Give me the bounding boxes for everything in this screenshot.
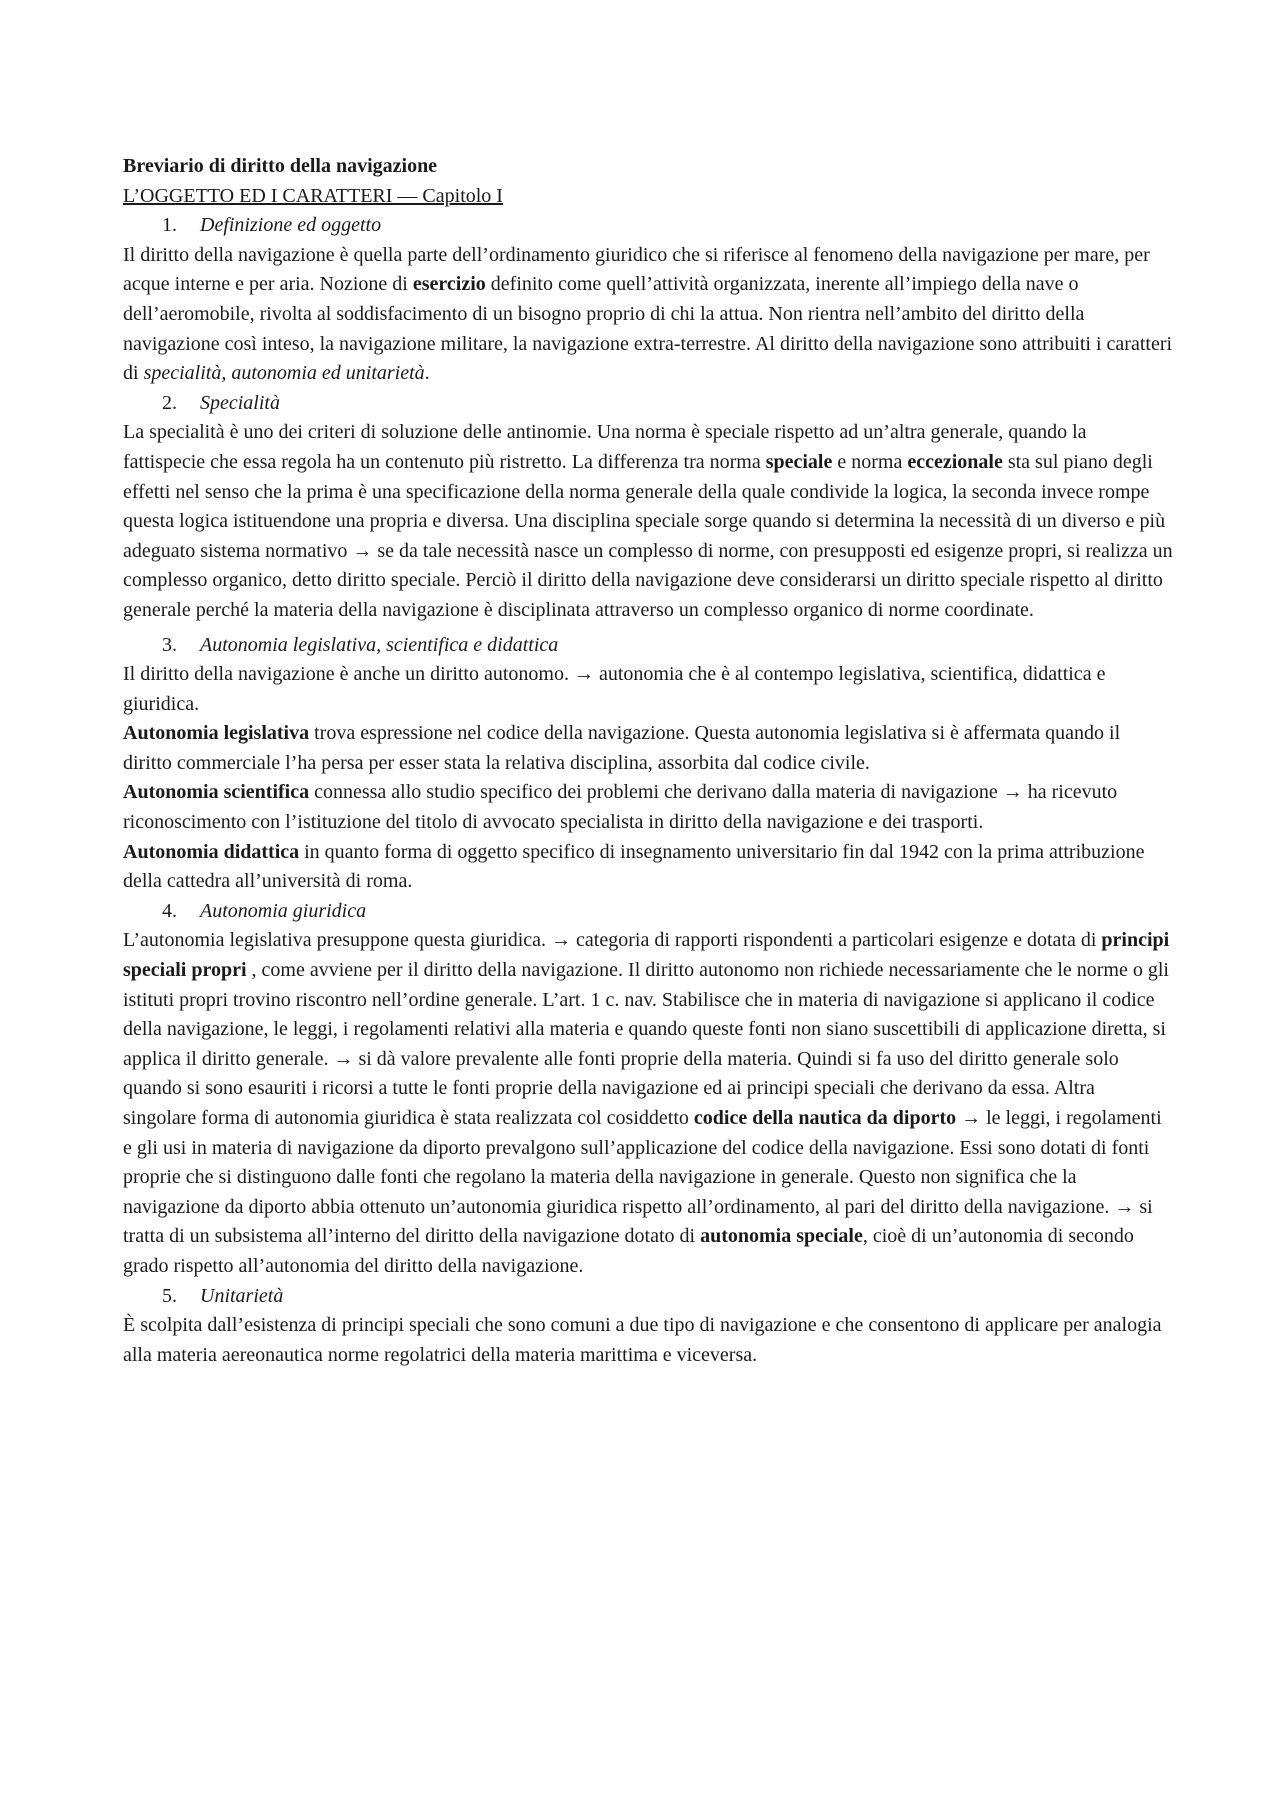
section-heading-2 [123, 389, 1173, 419]
paragraph: Autonomia legislativa trova espressione nel codice della navigazione. Questa autonomia legislativa si è affermata quando il diritto commerciale l’ha persa per esser stata la relativa disciplina, assorbita dal codice civile. [123, 722, 1121, 774]
document-subtitle: L’OGGETTO ED I CARATTERI — Capitolo I [123, 184, 503, 207]
section-heading-1 [123, 211, 1173, 241]
paragraph: È scolpita dall’esistenza di principi speciali che sono comuni a due tipo di navigazione e che consentono di applicare per analogia alla materia aereonautica norme regolatrici della materia marittima e viceversa. [123, 1314, 1162, 1366]
paragraph: Il diritto della navigazione è quella parte dell’ordinamento giuridico che si riferisce al fenomeno della navigazione per mare, per acque interne e per aria. Nozione di esercizio definito come quell’attività organizzata, inerente all’impiego della nave o dell’aeromobile, rivolta al soddisfacimento di un bisogno proprio di chi la attua. Non rientra nell’ambito del diritto della navigazione così inteso, la navigazione militare, la navigazione extra-terrestre. Al diritto della navigazione sono attribuiti i caratteri di specialità, autonomia ed unitarietà. [123, 243, 1173, 385]
section-heading-5 [123, 1282, 1173, 1312]
section-number: 1. [162, 214, 177, 237]
paragraph: Il diritto della navigazione è anche un diritto autonomo. → autonomia che è al contempo legislativa, scientifica, didattica e giuridica. [123, 663, 1106, 715]
section-number: 4. [162, 899, 177, 922]
section-title: Autonomia legislativa, scientifica e didattica [200, 633, 559, 656]
document-page [123, 152, 1173, 1370]
section-heading-3 [123, 631, 1173, 661]
paragraph: L’autonomia legislativa presuppone questa giuridica. → categoria di rapporti rispondenti a particolari esigenze e dotata di principi speciali propri , come avviene per il diritto della navigazione. Il diritto autonomo non richiede necessariamente che le norme o gli istituti propri trovino riscontro nell’ordine generale. L’art. 1 c. nav. Stabilisce che in materia di navigazione si applicano il codice della navigazione, le leggi, i regolamenti relativi alla materia e quando queste fonti non siano suscettibili di applicazione diretta, si applica il diritto generale. → si dà valore prevalente alle fonti proprie della materia. Quindi si fa uso del diritto generale solo quando si sono esauriti i ricorsi a tutte le fonti proprie della navigazione ed ai principi speciali che derivano da essa. Altra singolare forma di autonomia giuridica è stata realizzata col cosiddetto codice della nautica da diporto → le leggi, i regolamenti e gli usi in materia di navigazione da diporto prevalgono sull’applicazione del codice della navigazione. Essi sono dotati di fonti proprie che si distinguono dalle fonti che regolano la materia della navigazione in generale. Questo non significa che la navigazione da diporto abbia ottenuto un’autonomia giuridica rispetto all’ordinamento, al pari del diritto della navigazione. → si tratta di un subsistema all’interno del diritto della navigazione dotato di autonomia speciale, cioè di un’autonomia di secondo grado rispetto all’autonomia del diritto della navigazione. [123, 929, 1170, 1277]
section-heading-4 [123, 897, 1173, 927]
section-title: Autonomia giuridica [200, 899, 367, 922]
section-title: Definizione ed oggetto [200, 214, 382, 237]
paragraph: La specialità è uno dei criteri di soluzione delle antinomie. Una norma è speciale rispetto ad un’altra generale, quando la fattispecie che essa regola ha un contenuto più ristretto. La differenza tra norma speciale e norma eccezionale sta sul piano degli effetti nel senso che la prima è una specificazione della norma generale della quale condivide la logica, la seconda invece rompe questa logica istituendone una propria e diversa. Una disciplina speciale sorge quando si determina la necessità di un diverso e più adeguato sistema normativo → se da tale necessità nasce un complesso di norme, con presupposti ed esigenze propri, si realizza un complesso organico, detto diritto speciale. Perciò il diritto della navigazione deve considerarsi un diritto speciale rispetto al diritto generale perché la materia della navigazione è disciplinata attraverso un complesso organico di norme coordinate. [123, 421, 1173, 621]
section-title: Specialità [200, 391, 280, 414]
paragraph: Autonomia didattica in quanto forma di oggetto specifico di insegnamento universitario fin dal 1942 con la prima attribuzione della cattedra all’università di roma. [123, 840, 1145, 893]
section-title: Unitarietà [200, 1284, 284, 1307]
paragraph: Autonomia scientifica connessa allo studio specifico dei problemi che derivano dalla materia di navigazione → ha ricevuto riconoscimento con l’istituzione del titolo di avvocato specialista in diritto della navigazione e dei trasporti. [123, 781, 1118, 834]
section-number: 2. [162, 391, 177, 414]
section-number: 5. [162, 1284, 177, 1307]
section-number: 3. [162, 633, 177, 656]
document-title: Breviario di diritto della navigazione [123, 155, 438, 177]
